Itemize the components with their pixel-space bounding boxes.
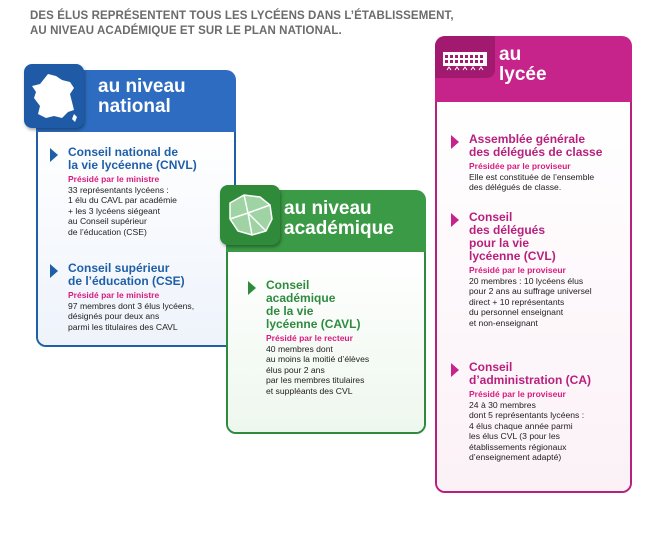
lycee-header-line-2: lycée [499,64,547,85]
chevron-right-icon [451,135,459,149]
academique-card [226,198,426,434]
cnvl-title-line: la vie lycéenne (CNVL) [68,158,197,172]
body-line: établissements régionaux [469,441,567,452]
cvl-title-line: lycéenne (CVL) [469,249,556,263]
lycee-header-line-1: au [499,44,522,65]
region-map-icon [220,185,280,245]
body-line: Elle est constituée de l’ensemble [469,172,595,182]
ca-section [451,361,631,462]
headline [30,9,550,39]
body-line: du personnel enseignant [469,307,564,318]
body-line: et suppléants des CVL [266,385,353,396]
assemblee-title [469,133,631,159]
cnvl-body [68,185,235,237]
cvl-title [469,211,631,263]
chevron-right-icon [248,281,256,295]
cse-presided: Présidé par le ministre [68,290,160,300]
cvl-section [451,211,631,328]
body-line: + les 3 lycéens siégeant [68,205,160,216]
cnvl-title-line: Conseil national de [68,145,179,159]
national-card [36,76,236,347]
body-line: 97 membres dont 3 élus lycéens, [68,301,195,311]
ca-title-line: Conseil [469,360,513,374]
body-line: 4 élus chaque année parmi [469,420,573,431]
cvl-body [469,276,631,328]
cavl-section [248,279,423,396]
cnvl-section [50,146,235,237]
national-header-line-2: national [98,96,171,117]
chevron-right-icon [451,363,459,377]
body-line: 33 représentants lycéens : [68,185,169,195]
body-line: 40 membres dont [266,344,333,354]
body-line: au moins la moitié d’élèves [266,354,370,365]
cavl-title-line: académique [266,291,336,305]
national-header-line-1: au niveau [98,76,186,97]
assemblee-body [469,172,631,193]
ca-title [469,361,631,387]
cavl-title-line: lycéenne (CAVL) [266,317,361,331]
body-line: pour 2 ans au suffrage universel [469,286,592,297]
school-building-icon [435,36,495,78]
cse-body [68,301,235,332]
france-map-icon [24,64,84,128]
assemblee-title-line: Assemblée générale [469,132,586,146]
body-line: au Conseil supérieur [68,216,147,227]
cse-title-line: Conseil supérieur [68,261,170,275]
body-line: élus pour 2 ans [266,364,325,375]
assemblee-presided: Présidée par le proviseur [469,161,571,171]
body-line: dont 5 représentants lycéens : [469,410,585,421]
headline-line-2: AU NIVEAU ACADÉMIQUE ET SUR LE PLAN NATIONAL. [30,25,342,37]
cavl-presided: Présidé par le recteur [266,333,353,343]
cvl-title-line: Conseil [469,210,513,224]
body-line: et non-enseignant [469,317,538,328]
assemblee-section [451,133,631,193]
cnvl-title [68,146,235,172]
cavl-body [266,344,423,396]
cse-title-line: de l’éducation (CSE) [68,274,185,288]
cnvl-presided: Présidé par le ministre [68,174,160,184]
body-line: les élus CVL (3 pour les [469,431,560,442]
cavl-title-line: de la vie [266,304,314,318]
ca-presided: Présidé par le proviseur [469,389,566,399]
body-line: désignés pour deux ans [68,311,160,322]
assemblee-title-line: des délégués de classe [469,145,603,159]
body-line: 1 élu du CAVL par académie [68,195,177,206]
body-line: par les membres titulaires [266,375,365,386]
body-line: 24 à 30 membres [469,400,536,410]
cvl-presided: Présidé par le proviseur [469,265,566,275]
body-line: 20 membres : 10 lycéens élus [469,276,584,286]
academique-header-line-2: académique [284,218,394,239]
cvl-title-line: des délégués [469,223,546,237]
chevron-right-icon [50,148,58,162]
body-line: d’enseignement adapté) [469,452,562,463]
cavl-title-line: Conseil [266,278,310,292]
body-line: de l’éducation (CSE) [68,226,147,237]
ca-title-line: d’administration (CA) [469,373,591,387]
chevron-right-icon [50,264,58,278]
headline-line-1: DES ÉLUS REPRÉSENTENT TOUS LES LYCÉENS DANS L’ÉTABLISSEMENT, [30,10,454,22]
body-line: des délégués de classe. [469,182,562,193]
body-line: parmi les titulaires des CAVL [68,321,178,332]
ca-body [469,400,631,462]
cvl-title-line: pour la vie [469,236,530,250]
chevron-right-icon [451,213,459,227]
cse-section [50,262,235,332]
lycee-card [435,44,632,493]
cse-title [68,262,235,288]
academique-header-line-1: au niveau [284,198,372,219]
cavl-title [266,279,423,331]
body-line: direct + 10 représentants [469,296,565,307]
